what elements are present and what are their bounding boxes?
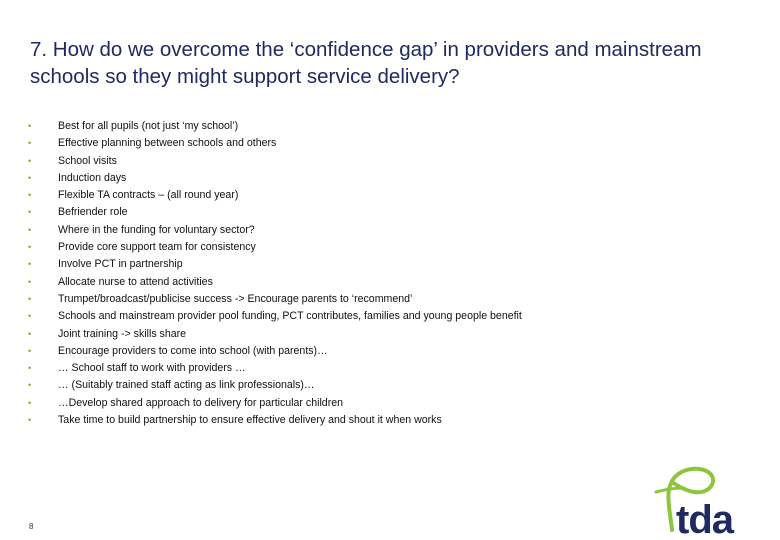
- bullet-marker: •: [28, 363, 32, 374]
- bullet-text: … School staff to work with providers …: [58, 362, 246, 375]
- bullet-marker: •: [28, 276, 32, 287]
- bullet-marker: •: [28, 207, 32, 218]
- bullet-text: Trumpet/broadcast/publicise success -> Encourage parents to ‘recommend’: [58, 292, 413, 305]
- logo-wordmark: tda: [676, 498, 733, 536]
- bullet-text: Involve PCT in partnership: [58, 258, 183, 271]
- bullet-text: Encourage providers to come into school (with parents)…: [58, 344, 328, 357]
- bullet-text: Befriender role: [58, 206, 128, 219]
- tda-logo-icon: [650, 462, 762, 536]
- bullet-marker: •: [28, 190, 32, 201]
- bullet-text: Joint training -> skills share: [58, 327, 187, 340]
- bullet-marker: •: [28, 121, 32, 131]
- bullet-text: Best for all pupils (not just ‘my school’): [58, 120, 239, 132]
- bullet-text: …Develop shared approach to delivery for particular children: [58, 396, 344, 409]
- page-number: 8: [29, 522, 34, 531]
- bullet-marker: •: [28, 242, 32, 253]
- bullet-marker: •: [28, 293, 32, 304]
- bullet-marker: •: [28, 155, 32, 166]
- bullet-text: Where in the funding for voluntary sector?: [58, 223, 255, 236]
- bullet-text: School visits: [58, 154, 117, 167]
- bullet-text: Take time to build partnership to ensure effective delivery and shout it when works: [58, 414, 442, 427]
- bullet-marker: •: [28, 259, 32, 270]
- bullet-text: Schools and mainstream provider pool funding, PCT contributes, families and young people benefit: [58, 310, 522, 323]
- bullet-marker: •: [28, 397, 32, 408]
- bullet-marker: •: [28, 345, 32, 356]
- bullet-marker: •: [28, 328, 32, 339]
- bullet-text: … (Suitably trained staff acting as link professionals)…: [58, 379, 315, 392]
- bullet-text: Induction days: [58, 171, 127, 184]
- bullet-marker: •: [28, 224, 32, 235]
- bullet-marker: •: [28, 172, 32, 183]
- bullet-text: Provide core support team for consistency: [58, 241, 256, 254]
- bullet-marker: •: [28, 138, 32, 149]
- bullet-marker: •: [28, 311, 32, 322]
- bullet-text: Effective planning between schools and others: [58, 137, 277, 150]
- bullet-marker: •: [28, 415, 32, 426]
- bullet-text: Flexible TA contracts – (all round year): [58, 189, 239, 202]
- bullet-marker: •: [28, 380, 32, 391]
- slide-title: 7. How do we overcome the ‘confidence gap’ in providers and mainstream schools so they might support service delivery?: [30, 38, 702, 88]
- bullet-text: Allocate nurse to attend activities: [58, 275, 213, 288]
